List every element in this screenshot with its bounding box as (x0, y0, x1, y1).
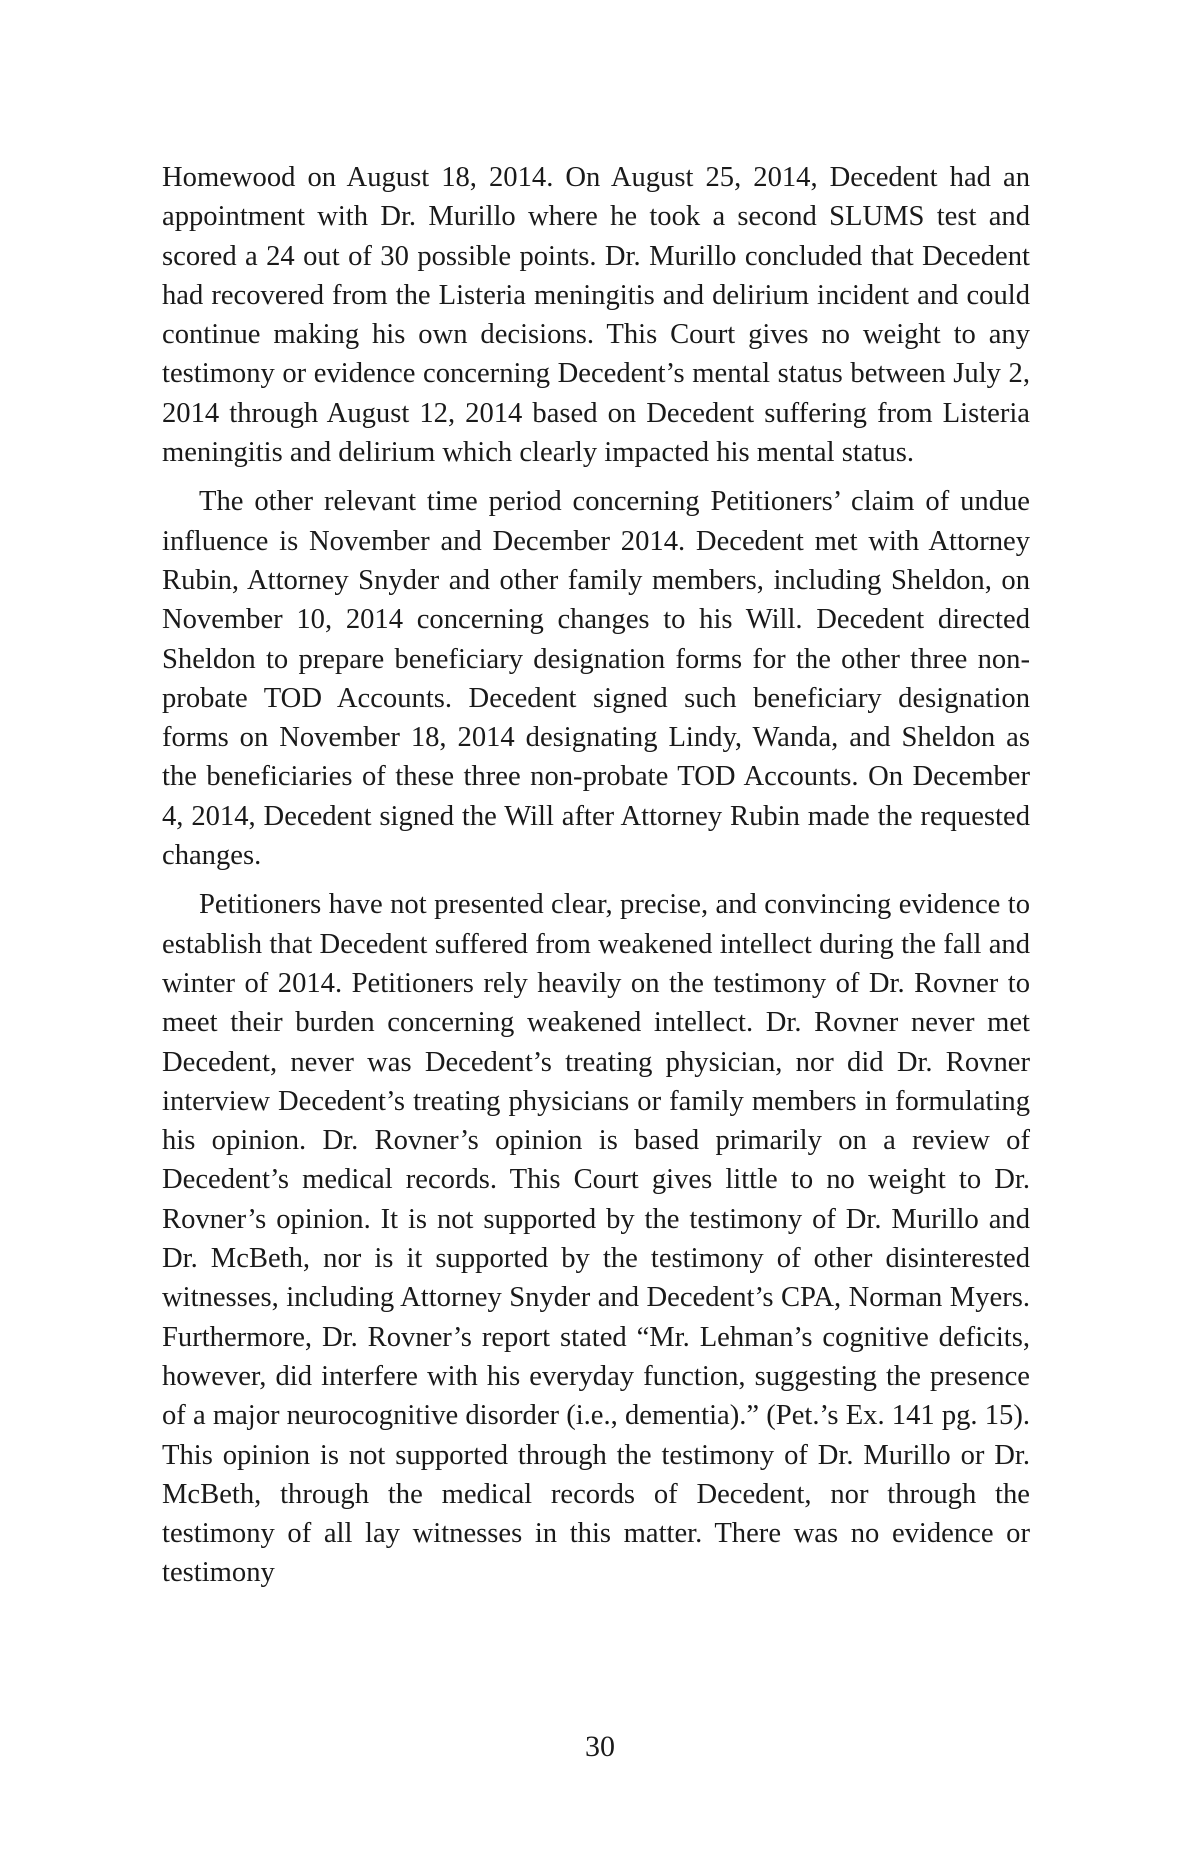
paragraph-continued: Homewood on August 18, 2014. On August 25, 2014, Decedent had an appointment with Dr. Murillo where he took a second SLUMS test and scored a 24 out of 30 possible points. Dr. Murillo concluded that Decedent had recovered from the Listeria meningitis and delirium incident and could continue making his own decisions. This Court gives no weight to any testimony or evidence concerning Decedent’s mental status between July 2, 2014 through August 12, 2014 based on Decedent suffering from Listeria meningitis and delirium which clearly impacted his mental status. (162, 162, 1030, 469)
paragraph-weakened-intellect: Petitioners have not presented clear, precise, and convincing evidence to establish that Decedent suffered from weakened intellect during the fall and winter of 2014. Petitioners rely heavily on the testimony of Dr. Rovner to meet their burden concerning weakened intellect. Dr. Rovner never met Decedent, never was Decedent’s treating physician, nor did Dr. Rovner interview Decedent’s treating physicians or family members in formulating his opinion. Dr. Rovner’s opinion is based primarily on a review of Decedent’s medical records. This Court gives little to no weight to Dr. Rovner’s opinion. It is not supported by the testimony of Dr. Murillo and Dr. McBeth, nor is it supported by the testimony of other disinterested witnesses, including Attorney Snyder and Decedent’s CPA, Norman Myers. Furthermore, Dr. Rovner’s report stated “Mr. Lehman’s cognitive deficits, however, did interfere with his everyday function, suggesting the presence of a major neurocognitive disorder (i.e., dementia).” (Pet.’s Ex. 141 pg. 15). This opinion is not supported through the testimony of Dr. Murillo or Dr. McBeth, through the medical records of Decedent, nor through the testimony of all lay witnesses in this matter. There was no evidence or testimony (162, 889, 1030, 1589)
paragraph-time-period: The other relevant time period concerning Petitioners’ claim of undue influence is November and December 2014. Decedent met with Attorney Rubin, Attorney Snyder and other family members, including Sheldon, on November 10, 2014 concerning changes to his Will. Decedent directed Sheldon to prepare beneficiary designation forms for the other three non-probate TOD Accounts. Decedent signed such beneficiary designation forms on November 18, 2014 designating Lindy, Wanda, and Sheldon as the beneficiaries of these three non-probate TOD Accounts. On December 4, 2014, Decedent signed the Will after Attorney Rubin made the requested changes. (162, 486, 1030, 872)
body-text (162, 158, 1030, 1603)
page-number: 30 (585, 1730, 615, 1763)
